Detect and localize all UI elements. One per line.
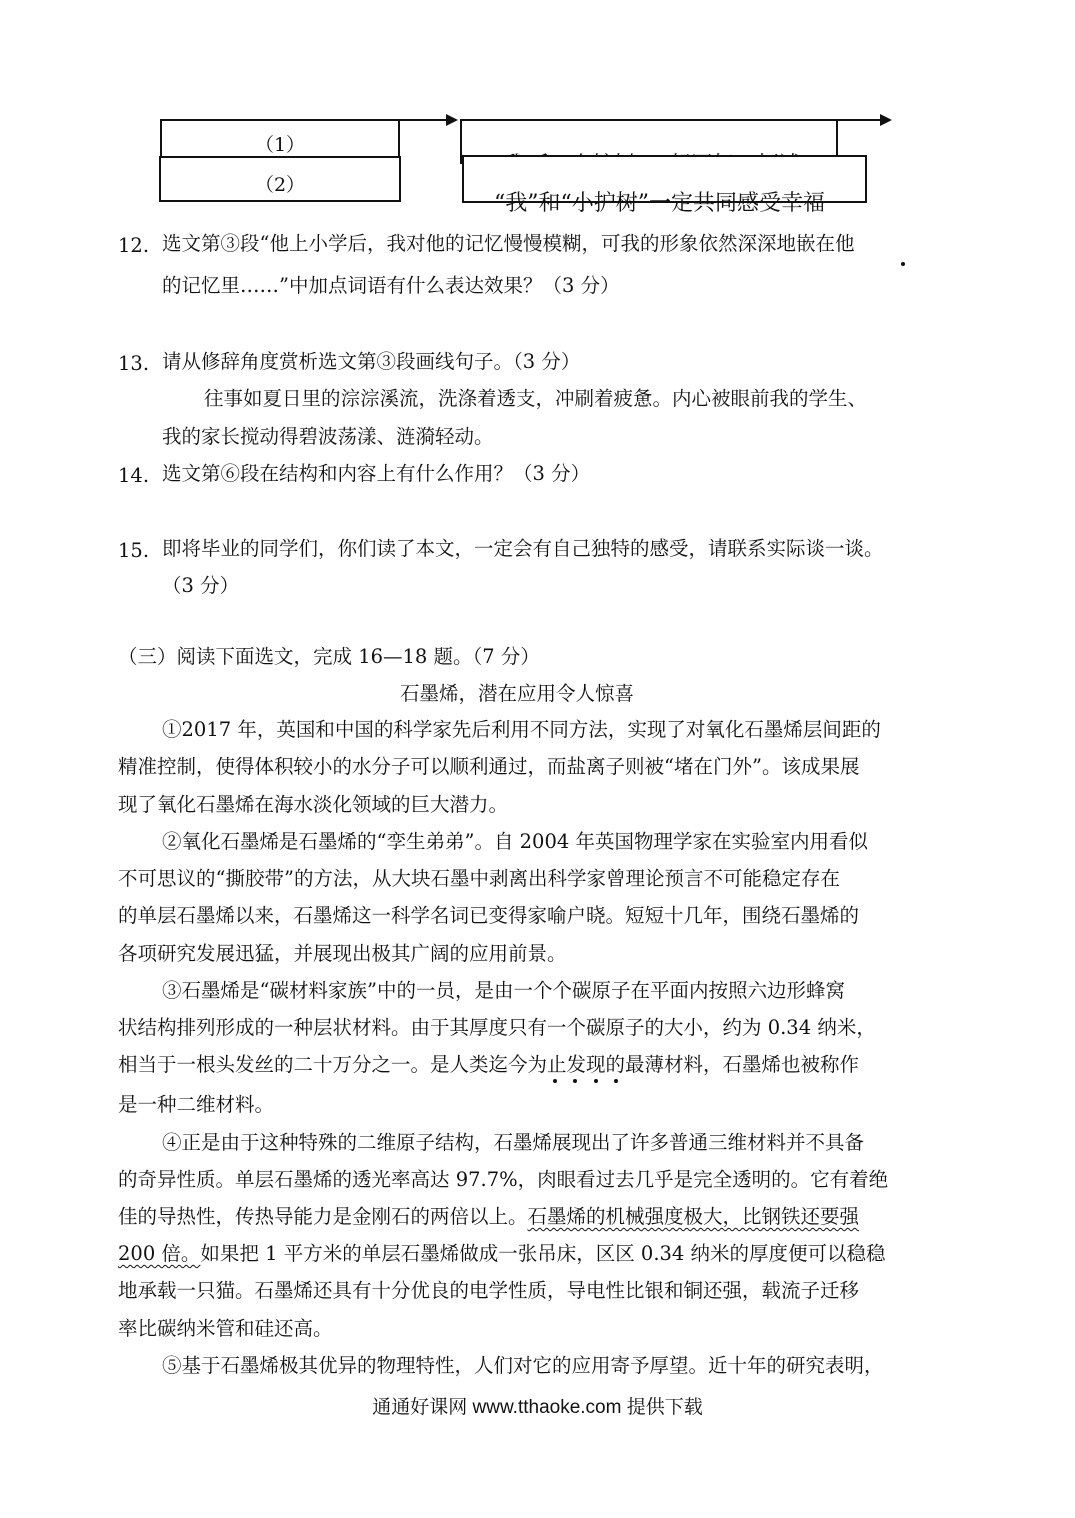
q15-line-1: 即将毕业的同学们，你们读了本文，一定会有自己独特的感受，请联系实际谈一谈。 xyxy=(162,537,884,560)
p1-line-3: 现了氧化石墨烯在海水淡化领域的巨大潜力。 xyxy=(118,793,509,816)
diagram-box-4 xyxy=(462,155,867,216)
p4-line-1: ④正是由于这种特殊的二维原子结构，石墨烯展现出了许多普通三维材料并不具备 xyxy=(162,1131,865,1154)
q12-line-1: 选文第③段“他上小学后，我对他的记忆慢慢模糊，可我的形象依然深深地嵌在他 xyxy=(162,232,855,255)
question-number-13: 13. xyxy=(118,352,150,375)
p2-line-4: 各项研究发展迅猛，并展现出极其广阔的应用前景。 xyxy=(118,942,567,965)
q14-line-1: 选文第⑥段在结构和内容上有什么作用？（3 分） xyxy=(162,462,591,485)
p4-line-5: 地承载一只猫。石墨烯还具有十分优良的电学性质，导电性比银和铜还强，载流子迁移 xyxy=(118,1279,860,1302)
p4-line-4 xyxy=(118,1244,886,1264)
diagram-arrow-1 xyxy=(398,108,460,128)
p1-line-2: 精准控制，使得体积较小的水分子可以顺利通过，而盐离子则被“堵在门外”。该成果展 xyxy=(118,755,860,778)
p4-line-3 xyxy=(118,1207,859,1227)
emphasis-dot xyxy=(901,262,905,266)
diagram-arrow-2 xyxy=(838,108,894,128)
q13-quote-1: 往事如夏日里的淙淙溪流，洗涤着透支，冲刷着疲惫。内心被眼前我的学生、 xyxy=(204,387,868,410)
p3-line-3: 相当于一根头发丝的二十万分之一。是人类迄今为止发现的最薄材料，石墨烯也被称作 xyxy=(118,1053,860,1076)
footer-text: 通通好课网 www.tthaoke.com 提供下载 xyxy=(372,1397,703,1418)
q12-line-2: 的记忆里……”中加点词语有什么表达效果？（3 分） xyxy=(162,274,620,297)
diagram-box-2 xyxy=(159,156,401,202)
p1-line-1: ①2017 年，英国和中国的科学家先后利用不同方法，实现了对氧化石墨烯层间距的 xyxy=(162,718,881,741)
p4-line-3-text: 佳的导热性，传热导能力是金刚石的两倍以上。 xyxy=(118,1205,528,1228)
p5-line-1: ⑤基于石墨烯极其优异的物理特性，人们对它的应用寄予厚望。近十年的研究表明， xyxy=(162,1354,884,1377)
underlined-sentence: 石墨烯的机械强度极大，比钢铁还要强 xyxy=(527,1205,860,1228)
p2-line-1: ②氧化石墨烯是石墨烯的“孪生弟弟”。自 2004 年英国物理学家在实验室内用看似 xyxy=(162,830,868,853)
p3-line-4: 是一种二维材料。 xyxy=(118,1093,275,1116)
p2-line-3: 的单层石墨烯以来，石墨烯这一科学名词已变得家喻户晓。短短十几年，围绕石墨烯的 xyxy=(118,904,860,927)
q13-quote-2: 我的家长搅动得碧波荡漾、涟漪轻动。 xyxy=(162,425,494,448)
p3-line-2: 状结构排列形成的一种层状材料。由于其厚度只有一个碳原子的大小，约为 0.34 纳米， xyxy=(118,1016,876,1039)
underlined-sentence-end: 200 倍。 xyxy=(118,1242,201,1265)
diagram-box-2-label: （2） xyxy=(254,174,306,196)
emphasis-dot xyxy=(553,1079,557,1083)
p2-line-2: 不可思议的“撕胶带”的方法，从大块石墨中剥离出科学家曾理论预言不可能稳定存在 xyxy=(118,867,840,890)
emphasis-dot xyxy=(573,1079,577,1083)
question-number-14: 14. xyxy=(118,464,150,487)
diagram-box-1-label: （1） xyxy=(254,134,306,156)
p3-line-1: ③石墨烯是“碳材料家族”中的一员，是由一个个碳原子在平面内按照六边形蜂窝 xyxy=(162,979,845,1002)
p4-line-2: 的奇异性质。单层石墨烯的透光率高达 97.7%，肉眼看过去几乎是完全透明的。它有着绝 xyxy=(118,1168,889,1191)
emphasis-dot xyxy=(614,1079,618,1083)
diagram-box-1 xyxy=(160,119,400,159)
q13-line-1: 请从修辞角度赏析选文第③段画线句子。（3 分） xyxy=(162,350,581,373)
article-title: 石墨烯，潜在应用令人惊喜 xyxy=(400,682,635,705)
question-number-12: 12. xyxy=(118,234,150,257)
emphasis-dot xyxy=(594,1079,598,1083)
q15-line-2: （3 分） xyxy=(162,574,240,597)
p4-line-4-text: 如果把 1 平方米的单层石墨烯做成一张吊床，区区 0.34 纳米的厚度便可以稳稳 xyxy=(200,1242,886,1265)
p4-line-6: 率比碳纳米管和硅还高。 xyxy=(118,1317,333,1340)
diagram-box-4-text: “我”和“小护树”一定共同感受幸福 xyxy=(494,191,825,216)
section-heading: （三）阅读下面选文，完成 16—18 题。（7 分） xyxy=(118,645,540,668)
question-number-15: 15. xyxy=(118,539,150,562)
